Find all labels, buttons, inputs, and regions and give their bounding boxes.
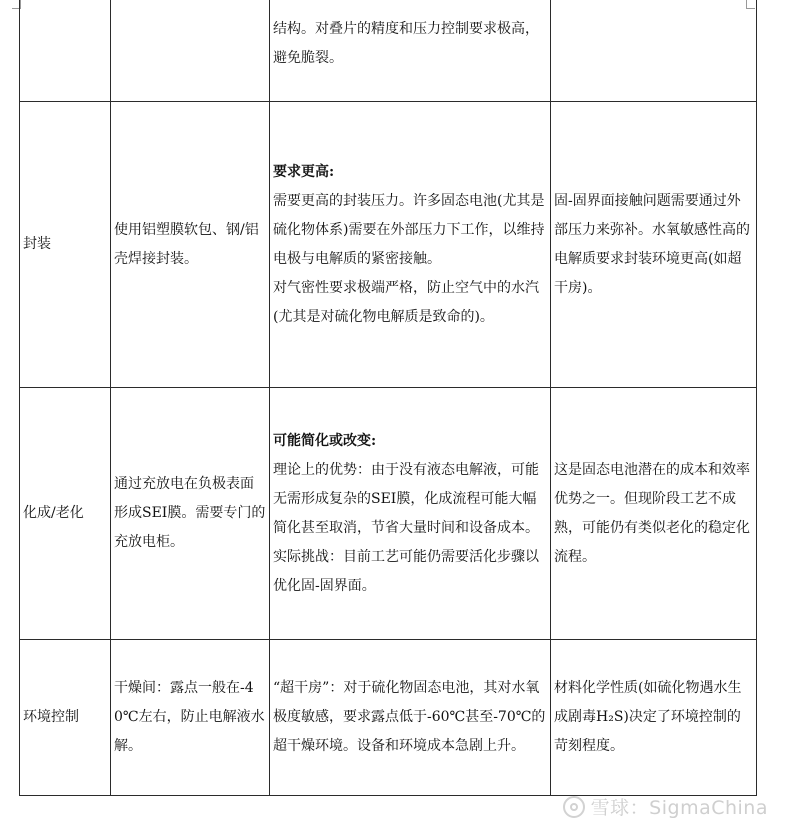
note-cell: 这是固态电池潜在的成本和效率优势之一。但现阶段工艺不成熟，可能仍有类似老化的稳定化流程。 [551,388,757,640]
watermark-text: 雪球：SigmaChina [590,797,768,819]
traditional-process-cell: 干燥间：露点一般在-40℃左右，防止电解液水解。 [111,640,270,796]
solid-paragraph: 结构。对叠片的精度和压力控制要求极高，避免脆裂。 [273,21,539,66]
traditional-process-cell: 使用铝塑膜软包、钢/铝壳焊接封装。 [111,102,270,388]
watermark [563,793,768,820]
snowball-logo-icon [563,796,585,818]
solid-paragraph: 实际挑战：目前工艺可能仍需要活化步骤以优化固-固界面。 [273,548,539,594]
table-row [20,388,757,640]
note-cell: 固-固界面接触问题需要通过外部压力来弥补。水氧敏感性高的电解质要求封装环境更高(如超干房)。 [551,102,757,388]
solid-paragraph: “超干房”：对于硫化物固态电池，其对水氧极度敏感，要求露点低于-60℃甚至-70℃的超干燥环境。设备和环境成本急剧上升。 [273,680,546,754]
traditional-process-cell: 通过充放电在负极表面形成SEI膜。需要专门的充放电柜。 [111,388,270,640]
category-cell: 环境控制 [20,640,111,796]
note-cell: 材料化学性质(如硫化物遇水生成剧毒H₂S)决定了环境控制的苛刻程度。 [551,640,757,796]
solid-state-cell [270,640,551,796]
note-cell [551,0,757,102]
solid-state-cell [270,388,551,640]
traditional-process-cell [111,0,270,102]
table-row [20,640,757,796]
solid-paragraph: 理论上的优势：由于没有液态电解液，可能无需形成复杂的SEI膜，化成流程可能大幅简化甚至取消，节省大量时间和设备成本。 [273,461,539,536]
solid-heading: 要求更高: [273,163,335,180]
process-comparison-table [19,0,757,796]
solid-paragraph: 对气密性要求极端严格，防止空气中的水汽(尤其是对硫化物电解质是致命的)。 [273,279,539,325]
solid-state-cell [270,0,551,102]
solid-heading: 可能简化或改变: [273,432,377,449]
table-row [20,102,757,388]
category-cell: 封装 [20,102,111,388]
solid-paragraph: 需要更高的封装压力。许多固态电池(尤其是硫化物体系)需要在外部压力下工作，以维持电极与电解质的紧密接触。 [273,192,545,267]
category-cell: 化成/老化 [20,388,111,640]
solid-state-cell [270,102,551,388]
category-cell [20,0,111,102]
table-row [20,0,757,102]
